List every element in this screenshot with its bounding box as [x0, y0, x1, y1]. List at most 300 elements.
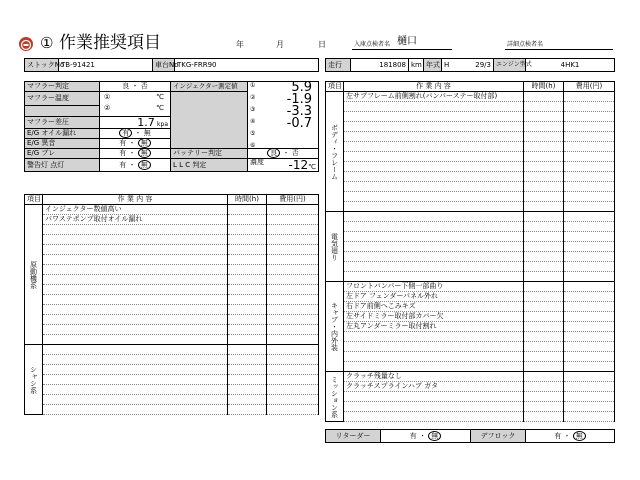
- right-work-cell: [344, 362, 524, 372]
- right-work-cell: [344, 142, 524, 152]
- right-row: [326, 262, 615, 272]
- left-cost-cell: [267, 255, 319, 265]
- right-row: [326, 132, 615, 142]
- right-work-cell: 右ドア前側へこみキズ: [344, 302, 524, 312]
- left-time-cell: [228, 275, 267, 285]
- right-work-cell: [344, 342, 524, 352]
- left-cost-cell: [267, 385, 319, 395]
- right-cost-cell: [564, 192, 615, 202]
- left-time-cell: [228, 285, 267, 295]
- right-time-cell: [524, 252, 564, 262]
- temp-2-unit: ℃: [156, 104, 164, 112]
- left-time-cell: [228, 345, 267, 355]
- left-row: [25, 335, 319, 345]
- left-work-cell: [43, 295, 228, 305]
- vibration-no: 無: [138, 148, 151, 158]
- right-work-cell: [344, 132, 524, 142]
- right-time-cell: [524, 352, 564, 362]
- right-work-cell: [344, 242, 524, 252]
- right-time-cell: [524, 342, 564, 352]
- left-time-cell: [228, 265, 267, 275]
- right-row: [326, 102, 615, 112]
- temp-2-label: ②: [104, 104, 111, 112]
- right-time-cell: [524, 202, 564, 212]
- vibration-label: E/G ブレ: [25, 149, 100, 159]
- right-header-work: 作 業 内 容: [344, 82, 524, 92]
- right-cost-cell: [564, 92, 615, 102]
- stock-label: ストックNo: [25, 59, 59, 72]
- inj-4-value: -0.7: [286, 116, 312, 131]
- left-work-cell: [43, 265, 228, 275]
- right-time-cell: [524, 392, 564, 402]
- oil-leak-no: 無: [143, 129, 151, 137]
- left-row: [25, 265, 319, 275]
- right-time-cell: [524, 162, 564, 172]
- right-cost-cell: [564, 372, 615, 382]
- left-time-cell: [228, 355, 267, 365]
- right-cost-cell: [564, 362, 615, 372]
- left-work-cell: [43, 335, 228, 345]
- left-cost-cell: [267, 335, 319, 345]
- conc-label: 濃度: [250, 158, 264, 166]
- right-cost-cell: [564, 142, 615, 152]
- right-row: [326, 252, 615, 262]
- right-row: [326, 232, 615, 242]
- left-work-cell: [43, 365, 228, 375]
- right-cost-cell: [564, 222, 615, 232]
- right-cost-cell: [564, 342, 615, 352]
- right-time-cell: [524, 172, 564, 182]
- left-row: [25, 245, 319, 255]
- right-time-cell: [524, 152, 564, 162]
- right-work-cell: クラッチ残量なし: [344, 372, 524, 382]
- left-time-cell: [228, 215, 267, 225]
- left-work-cell: インジェクター数値高い: [43, 205, 228, 215]
- inspector-name: 樋口: [397, 36, 417, 47]
- right-section-label: 電気廻り: [326, 212, 344, 282]
- left-cost-cell: [267, 275, 319, 285]
- left-cost-cell: [267, 315, 319, 325]
- left-work-cell: [43, 395, 228, 405]
- right-time-cell: [524, 312, 564, 322]
- retarder-no: 無: [428, 431, 441, 441]
- right-row: [326, 352, 615, 362]
- mileage-unit: km: [409, 59, 424, 72]
- left-time-cell: [228, 365, 267, 375]
- inj-4-label: ④: [250, 118, 256, 125]
- right-work-cell: [344, 192, 524, 202]
- vehicle-left-table: [24, 58, 319, 72]
- right-row: [326, 292, 615, 302]
- right-row: [326, 282, 615, 292]
- right-cost-cell: [564, 272, 615, 282]
- right-time-cell: [524, 92, 564, 102]
- left-row: [25, 405, 319, 415]
- model-year: 29/3: [454, 59, 494, 72]
- left-section-label: 原動機系: [25, 205, 43, 345]
- left-work-cell: [43, 225, 228, 235]
- right-time-cell: [524, 412, 564, 422]
- right-row: [326, 372, 615, 382]
- left-work-cell: [43, 325, 228, 335]
- right-time-cell: [524, 272, 564, 282]
- right-cost-cell: [564, 112, 615, 122]
- right-row: [326, 382, 615, 392]
- left-time-cell: [228, 325, 267, 335]
- left-work-cell: [43, 355, 228, 365]
- right-row: [326, 142, 615, 152]
- right-time-cell: [524, 372, 564, 382]
- warning-no: 無: [138, 160, 151, 170]
- left-work-cell: [43, 345, 228, 355]
- left-time-cell: [228, 405, 267, 415]
- right-work-cell: [344, 202, 524, 212]
- number-badge: ①: [40, 34, 54, 52]
- right-row: [326, 322, 615, 332]
- left-time-cell: [228, 385, 267, 395]
- left-work-cell: [43, 245, 228, 255]
- right-work-cell: 左丸アンダーミラー取付割れ: [344, 322, 524, 332]
- left-time-cell: [228, 335, 267, 345]
- right-row: [326, 312, 615, 322]
- left-row: [25, 275, 319, 285]
- right-cost-cell: [564, 322, 615, 332]
- llc-value: -12: [288, 158, 309, 172]
- left-row: [25, 305, 319, 315]
- noise-no: 無: [138, 138, 151, 148]
- oil-leak-label: E/G オイル漏れ: [25, 129, 100, 139]
- right-row: [326, 92, 615, 102]
- left-time-cell: [228, 255, 267, 265]
- left-work-table: [24, 194, 319, 415]
- temp-1-unit: ℃: [156, 93, 164, 101]
- right-work-cell: [344, 112, 524, 122]
- right-cost-cell: [564, 292, 615, 302]
- right-time-cell: [524, 362, 564, 372]
- right-work-cell: [344, 402, 524, 412]
- left-time-cell: [228, 395, 267, 405]
- right-time-cell: [524, 142, 564, 152]
- right-cost-cell: [564, 262, 615, 272]
- engine-label: エンジン型式: [494, 59, 526, 72]
- inj-1-value: 5.9: [291, 80, 312, 95]
- inj-3-label: ③: [250, 106, 256, 113]
- left-cost-cell: [267, 345, 319, 355]
- right-time-cell: [524, 192, 564, 202]
- right-row: [326, 402, 615, 412]
- era: H: [442, 59, 454, 72]
- left-row: [25, 295, 319, 305]
- noise-yes: 有: [119, 139, 127, 147]
- model-label: 車台No: [153, 59, 175, 72]
- pressure-unit: kpa: [157, 121, 168, 128]
- right-work-cell: [344, 352, 524, 362]
- model-value: TKG-FRR90: [175, 59, 319, 72]
- right-time-cell: [524, 302, 564, 312]
- left-time-cell: [228, 375, 267, 385]
- right-cost-cell: [564, 382, 615, 392]
- right-work-cell: クラッチスプラインハブ ガタ: [344, 382, 524, 392]
- left-header-time: 時間(h): [228, 195, 267, 205]
- right-cost-cell: [564, 412, 615, 422]
- right-time-cell: [524, 322, 564, 332]
- right-row: [326, 122, 615, 132]
- left-cost-cell: [267, 365, 319, 375]
- right-work-cell: [344, 172, 524, 182]
- left-cost-cell: [267, 405, 319, 415]
- year-label: 年: [236, 40, 244, 49]
- left-time-cell: [228, 315, 267, 325]
- left-work-cell: [43, 385, 228, 395]
- right-cost-cell: [564, 182, 615, 192]
- inj-1-label: ①: [250, 82, 256, 89]
- right-row: [326, 202, 615, 212]
- inj-3-value: -3.3: [286, 104, 312, 119]
- right-row: [326, 152, 615, 162]
- right-time-cell: [524, 112, 564, 122]
- right-cost-cell: [564, 282, 615, 292]
- detail-inspector-label: 詳細点検者名: [507, 41, 544, 48]
- left-row: [25, 315, 319, 325]
- retarder-label: リターダー: [326, 430, 381, 443]
- inj-5-label: ⑤: [250, 130, 256, 137]
- left-header-cost: 費用(円): [267, 195, 319, 205]
- left-time-cell: [228, 235, 267, 245]
- llc-unit: ℃: [308, 163, 316, 171]
- right-work-table: [325, 81, 615, 422]
- muffler-judge-label: マフラー判定: [25, 82, 100, 92]
- left-time-cell: [228, 305, 267, 315]
- footer-row: リターダー 有 ・ 無 デフロック 有 ・ 無: [325, 429, 615, 443]
- right-work-cell: [344, 162, 524, 172]
- right-work-cell: [344, 232, 524, 242]
- right-work-cell: 左サイドミラー取付部カバー欠: [344, 312, 524, 322]
- left-time-cell: [228, 245, 267, 255]
- right-header-cost: 費用(円): [564, 82, 615, 92]
- right-header-time: 時間(h): [524, 82, 564, 92]
- right-work-cell: [344, 332, 524, 342]
- right-section-label: キャブ・内外装: [326, 282, 344, 372]
- left-cost-cell: [267, 325, 319, 335]
- right-section-label: ボディ・フレーム: [326, 92, 344, 212]
- pressure-value: 1.7: [137, 116, 155, 129]
- right-cost-cell: [564, 212, 615, 222]
- left-cost-cell: [267, 355, 319, 365]
- diff-lock-label: デフロック: [471, 430, 526, 443]
- right-work-cell: [344, 182, 524, 192]
- right-header-item: 項目: [326, 82, 344, 92]
- right-time-cell: [524, 222, 564, 232]
- right-row: [326, 362, 615, 372]
- right-row: [326, 272, 615, 282]
- left-work-cell: [43, 315, 228, 325]
- right-row: [326, 172, 615, 182]
- left-cost-cell: [267, 305, 319, 315]
- right-time-cell: [524, 122, 564, 132]
- left-work-cell: パワステポンプ取付オイル漏れ: [43, 215, 228, 225]
- left-row: [25, 215, 319, 225]
- left-work-cell: [43, 235, 228, 245]
- right-cost-cell: [564, 132, 615, 142]
- engine-value: 4HK1: [526, 59, 615, 72]
- right-row: [326, 342, 615, 352]
- left-cost-cell: [267, 215, 319, 225]
- right-row: [326, 412, 615, 422]
- left-row: [25, 255, 319, 265]
- left-row: [25, 365, 319, 375]
- warning-label: 警告灯 点灯: [25, 159, 100, 172]
- left-row: [25, 225, 319, 235]
- right-cost-cell: [564, 352, 615, 362]
- right-cost-cell: [564, 392, 615, 402]
- right-time-cell: [524, 402, 564, 412]
- right-row: [326, 332, 615, 342]
- muffler-judge-value: 良 ・ 否: [100, 82, 171, 92]
- battery-good: 良: [267, 148, 280, 158]
- left-header-item: 項目: [25, 195, 43, 205]
- right-row: [326, 222, 615, 232]
- logo-icon: [19, 37, 33, 51]
- left-row: [25, 395, 319, 405]
- left-row: [25, 205, 319, 215]
- left-cost-cell: [267, 235, 319, 245]
- muffler-temp-label: マフラー温度: [25, 92, 100, 106]
- right-time-cell: [524, 382, 564, 392]
- right-time-cell: [524, 332, 564, 342]
- inj-2-value: -1.9: [286, 92, 312, 107]
- right-row: [326, 302, 615, 312]
- left-cost-cell: [267, 295, 319, 305]
- inspector-label: 入庫点検者名: [354, 41, 391, 48]
- right-row: [326, 162, 615, 172]
- left-work-cell: [43, 305, 228, 315]
- right-row: [326, 112, 615, 122]
- right-row: [326, 212, 615, 222]
- right-row: [326, 392, 615, 402]
- left-cost-cell: [267, 225, 319, 235]
- day-label: 日: [318, 40, 326, 49]
- right-section-label: ミッション系: [326, 372, 344, 422]
- warning-yes: 有: [119, 160, 127, 169]
- left-row: [25, 235, 319, 245]
- left-row: [25, 375, 319, 385]
- mileage-label: 走行: [326, 59, 351, 72]
- left-cost-cell: [267, 265, 319, 275]
- left-row: [25, 345, 319, 355]
- left-work-cell: [43, 285, 228, 295]
- noise-label: E/G 異音: [25, 139, 100, 149]
- left-cost-cell: [267, 245, 319, 255]
- right-time-cell: [524, 182, 564, 192]
- right-work-cell: [344, 212, 524, 222]
- right-work-cell: 左ドア フェンダーパネル外れ: [344, 292, 524, 302]
- right-cost-cell: [564, 242, 615, 252]
- left-work-cell: [43, 255, 228, 265]
- vibration-yes: 有: [119, 149, 127, 157]
- page-title: 作業推奨項目: [59, 33, 161, 53]
- right-cost-cell: [564, 202, 615, 212]
- mileage-value: 181808: [351, 59, 409, 72]
- right-cost-cell: [564, 402, 615, 412]
- checks-table: マフラー判定 良 ・ 否 インジェクター測定値 ① 5.9 ② -1.9 ③ -3.3 ④ -0.7 ⑤ ⑥ マフラー温度 ① ℃ ② ℃ マフラー差圧 1.7 kpa E/G オイル漏れ 有 ・ 無 E/G 異音 有 ・ 無 E/G ブレ 有 ・ 無 バッテリー判定 良 ・ 否 警告灯 点灯 有 ・ 無 L L C 判定 濃度 -12℃: [24, 81, 319, 172]
- right-row: [326, 242, 615, 252]
- right-cost-cell: [564, 252, 615, 262]
- battery-label: バッテリー判定: [171, 149, 248, 159]
- right-work-cell: [344, 222, 524, 232]
- right-work-cell: [344, 262, 524, 272]
- inj-2-label: ②: [250, 94, 256, 101]
- right-time-cell: [524, 292, 564, 302]
- left-row: [25, 325, 319, 335]
- left-cost-cell: [267, 285, 319, 295]
- left-time-cell: [228, 205, 267, 215]
- battery-ng: ・ 否: [282, 149, 299, 157]
- right-work-cell: [344, 122, 524, 132]
- right-cost-cell: [564, 332, 615, 342]
- left-row: [25, 285, 319, 295]
- right-time-cell: [524, 262, 564, 272]
- right-work-cell: [344, 272, 524, 282]
- left-section-label: シャシ系: [25, 345, 43, 415]
- right-work-cell: 左サブフレーム前側割れ(バンパーステー取付部): [344, 92, 524, 102]
- right-cost-cell: [564, 152, 615, 162]
- oil-leak-yes: 有: [119, 128, 132, 138]
- left-work-cell: [43, 275, 228, 285]
- left-cost-cell: [267, 205, 319, 215]
- left-work-cell: [43, 405, 228, 415]
- vehicle-right-table: [325, 58, 615, 72]
- right-work-cell: [344, 152, 524, 162]
- right-time-cell: [524, 212, 564, 222]
- left-row: [25, 385, 319, 395]
- month-label: 月: [276, 40, 284, 49]
- llc-label: L L C 判定: [171, 159, 248, 172]
- right-time-cell: [524, 132, 564, 142]
- left-cost-cell: [267, 375, 319, 385]
- year-type-label: 年式: [424, 59, 442, 72]
- right-cost-cell: [564, 122, 615, 132]
- right-cost-cell: [564, 302, 615, 312]
- right-work-cell: [344, 392, 524, 402]
- right-time-cell: [524, 282, 564, 292]
- left-time-cell: [228, 225, 267, 235]
- right-cost-cell: [564, 162, 615, 172]
- right-cost-cell: [564, 102, 615, 112]
- right-time-cell: [524, 102, 564, 112]
- left-work-cell: [43, 375, 228, 385]
- left-row: [25, 355, 319, 365]
- left-header-work: 作 業 内 容: [43, 195, 228, 205]
- inj-6-label: ⑥: [250, 142, 256, 149]
- retarder-yes: 有: [409, 431, 417, 440]
- right-time-cell: [524, 242, 564, 252]
- diff-lock-no: 無: [573, 431, 586, 441]
- right-work-cell: [344, 252, 524, 262]
- left-time-cell: [228, 295, 267, 305]
- right-work-cell: [344, 102, 524, 112]
- left-cost-cell: [267, 395, 319, 405]
- temp-1-label: ①: [104, 93, 111, 101]
- stock-value: TB-91421: [59, 59, 153, 72]
- right-row: [326, 192, 615, 202]
- right-cost-cell: [564, 312, 615, 322]
- right-time-cell: [524, 232, 564, 242]
- diff-lock-yes: 有: [554, 431, 562, 440]
- right-cost-cell: [564, 232, 615, 242]
- right-row: [326, 182, 615, 192]
- right-work-cell: [344, 412, 524, 422]
- right-work-cell: フロントバンパー下側一部曲り: [344, 282, 524, 292]
